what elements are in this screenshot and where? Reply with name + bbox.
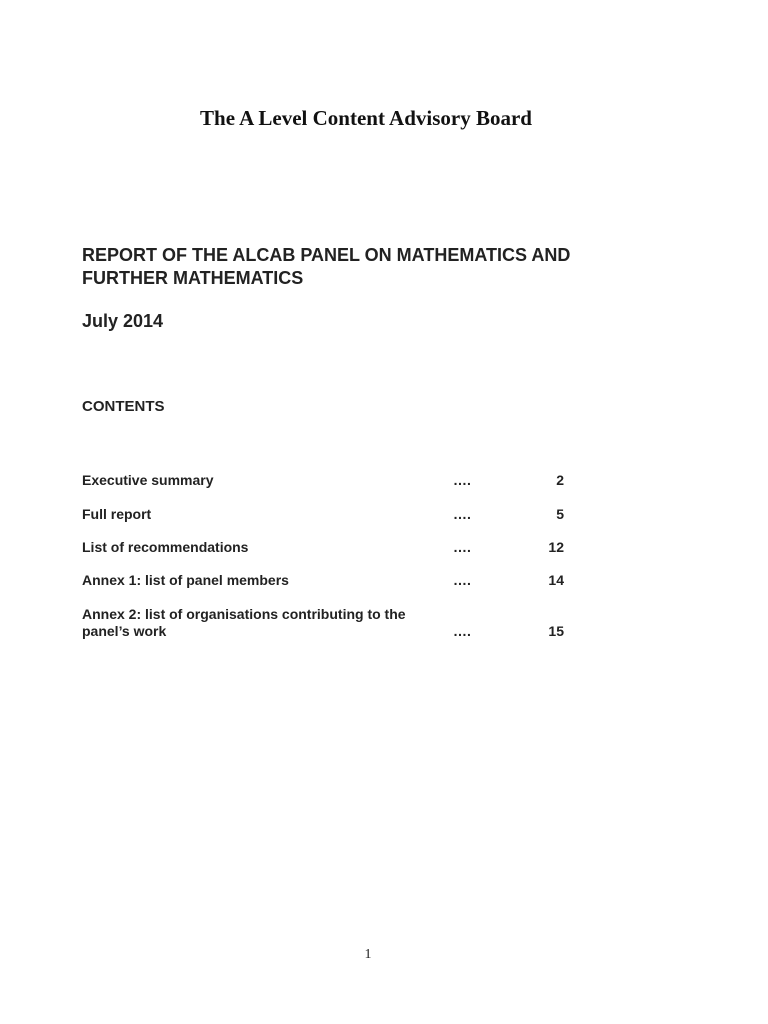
toc-leader-dots: …. — [453, 506, 471, 522]
toc-entry-label — [82, 606, 452, 640]
page-number: 1 — [364, 947, 372, 962]
report-title — [82, 244, 682, 290]
toc-page-number: 12 — [548, 539, 564, 555]
toc-page-number: 15 — [548, 623, 564, 639]
toc-entry-label: Executive summary — [82, 472, 214, 488]
toc-entry-full-report[interactable] — [82, 506, 602, 523]
toc-entry-label: Annex 1: list of panel members — [82, 572, 289, 588]
report-date: July 2014 — [82, 311, 164, 331]
toc-page-number: 2 — [556, 472, 564, 488]
contents-heading: CONTENTS — [82, 398, 165, 415]
toc-entry-annex-2[interactable] — [82, 606, 602, 640]
toc-leader-dots: …. — [453, 623, 471, 639]
toc-leader-dots: …. — [453, 572, 471, 588]
toc-leader-dots: …. — [453, 539, 471, 555]
toc-entry-list-of-recommendations[interactable] — [82, 539, 602, 556]
report-title-line-1: REPORT OF THE ALCAB PANEL ON MATHEMATICS AND — [82, 245, 571, 265]
toc-entry-executive-summary[interactable] — [82, 472, 602, 489]
toc-entry-label: List of recommendations — [82, 539, 249, 555]
toc-entry-label-line-1: Annex 2: list of organisations contributing to the — [82, 606, 406, 622]
toc-page-number: 14 — [548, 572, 564, 588]
board-title: The A Level Content Advisory Board — [200, 106, 532, 130]
toc-leader-dots: …. — [453, 472, 471, 488]
toc-entry-annex-1[interactable] — [82, 572, 602, 589]
toc-entry-label-line-2: panel’s work — [82, 623, 167, 639]
report-title-line-2: FURTHER MATHEMATICS — [82, 268, 304, 288]
toc-page-number: 5 — [556, 506, 564, 522]
toc-entry-label: Full report — [82, 506, 152, 522]
